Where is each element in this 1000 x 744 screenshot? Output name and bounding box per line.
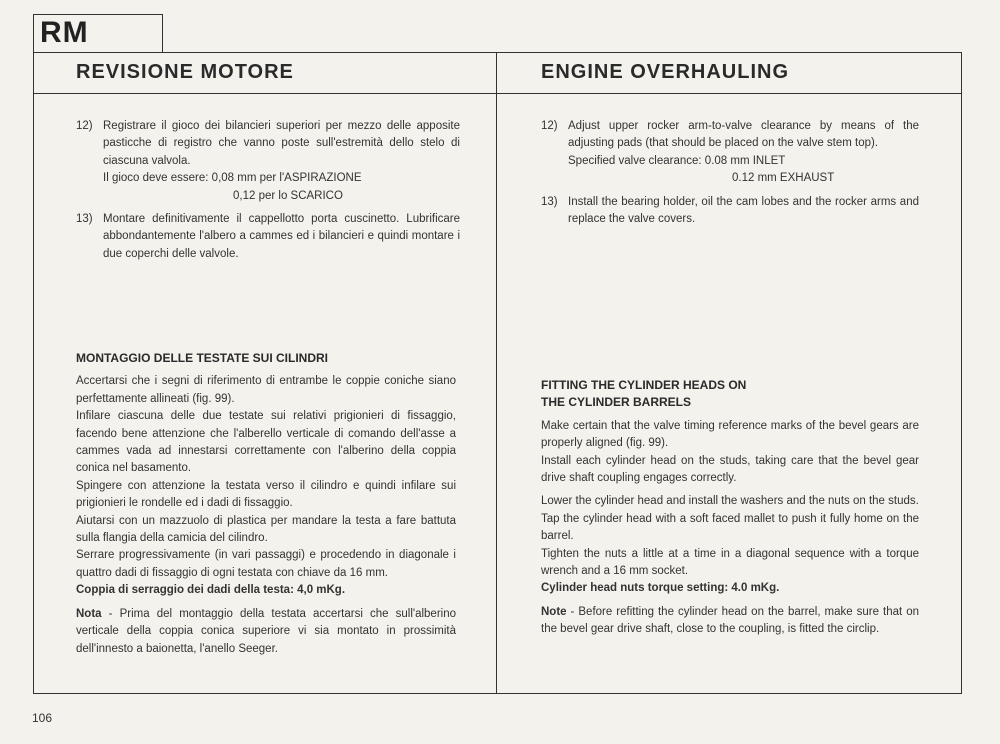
step-number: 13)	[76, 213, 93, 226]
left-column-title: REVISIONE MOTORE	[76, 61, 294, 83]
left-step-12	[76, 118, 460, 188]
left-step-13	[76, 211, 460, 263]
section-tab-label: RM	[40, 16, 89, 49]
section-paragraph: Tap the cylinder head with a soft faced mallet to push it fully home on the barrel.	[541, 512, 919, 543]
section-paragraph: Install each cylinder head on the studs, taking care that the bevel gear drive shaft coupling engages correctly.	[541, 454, 919, 485]
left-section	[76, 350, 456, 658]
right-column-title: ENGINE OVERHAULING	[541, 61, 790, 83]
note-label: Note	[541, 605, 567, 618]
section-note	[76, 606, 456, 658]
right-step-13	[541, 194, 919, 229]
page-number: 106	[32, 711, 53, 725]
left-steps	[76, 118, 460, 263]
step-text: Montare definitivamente il cappellotto porta cuscinetto. Lubrificare abbondantemente l'albero a cammes ed i bilancieri e quindi montare i due coperchi delle valvole.	[103, 213, 460, 260]
torque-setting: Cylinder head nuts torque setting: 4.0 mKg.	[541, 582, 780, 595]
section-paragraph: Aiutarsi con un mazzuolo di plastica per mandare la testa a fare battuta sulla flangia della camicia del cilindro.	[76, 514, 456, 545]
step-number: 12)	[541, 120, 558, 132]
section-title: MONTAGGIO DELLE TESTATE SUI CILINDRI	[76, 351, 328, 365]
section-note	[541, 604, 919, 639]
clearance-line-1: Il gioco deve essere: 0,08 mm per l'ASPIRAZIONE	[103, 172, 362, 185]
section-paragraph: Serrare progressivamente (in vari passaggi) e procedendo in diagonale i quattro dadi di fissaggio di ogni testata con chiave da 16 mm.	[76, 549, 456, 579]
clearance-line-2: 0,12 per lo SCARICO	[233, 189, 343, 202]
note-label: Nota	[76, 607, 102, 620]
right-section	[541, 377, 919, 639]
section-paragraph: Spingere con attenzione la testata verso il cilindro e quindi infilare sui prigionieri le rondelle ed i dadi di fissaggio.	[76, 479, 456, 510]
clearance-line-1: Specified valve clearance: 0.08 mm INLET	[568, 154, 786, 167]
right-step-12	[541, 118, 919, 170]
right-steps	[541, 118, 919, 228]
step-text: Install the bearing holder, oil the cam lobes and the rocker arms and replace the valve covers.	[568, 195, 919, 226]
section-paragraph: Infilare ciascuna delle due testate sui relativi prigionieri di fissaggio, facendo bene attenzione che l'alberello verticale di comando dell'asse a cammes vada ad innestarsi correttamente con l'alberino della coppia conica nel basamento.	[76, 410, 456, 475]
column-divider	[496, 52, 497, 694]
note-text: - Prima del montaggio della testata accertarsi che sull'alberino verticale della coppia conica superiore vi sia montato in prossimità dell'innesto a baionetta, l'anello Seeger.	[76, 607, 456, 655]
torque-setting: Coppia di serraggio dei dadi della testa: 4,0 mKg.	[76, 584, 346, 597]
step-text: Registrare il gioco dei bilancieri superiori per mezzo delle apposite pasticche di registro che vanno poste sull'estremità dello stelo di ciascuna valvola.	[103, 120, 460, 167]
section-title-line-1: FITTING THE CYLINDER HEADS ON	[541, 378, 747, 392]
step-number: 12)	[76, 120, 93, 132]
section-title-line-2: THE CYLINDER BARRELS	[541, 395, 692, 410]
section-paragraph: Tighten the nuts a little at a time in a diagonal sequence with a torque wrench and a 16 mm socket.	[541, 547, 919, 578]
step-number: 13)	[541, 195, 558, 208]
header-divider	[33, 93, 962, 94]
note-text: - Before refitting the cylinder head on the barrel, make sure that on the bevel gear drive shaft, close to the coupling, is fitted the circlip.	[541, 605, 919, 636]
section-paragraph: Accertarsi che i segni di riferimento di entrambe le coppie coniche siano perfettamente allineati (fig. 99).	[76, 375, 456, 405]
clearance-line-2: 0.12 mm EXHAUST	[732, 172, 835, 185]
section-paragraph: Make certain that the valve timing reference marks of the bevel gears are properly aligned (fig. 99).	[541, 419, 919, 450]
step-text: Adjust upper rocker arm-to-valve clearance by means of the adjusting pads (that should be placed on the valve stem top).	[568, 120, 919, 150]
section-paragraph: Lower the cylinder head and install the washers and the nuts on the studs.	[541, 495, 919, 508]
